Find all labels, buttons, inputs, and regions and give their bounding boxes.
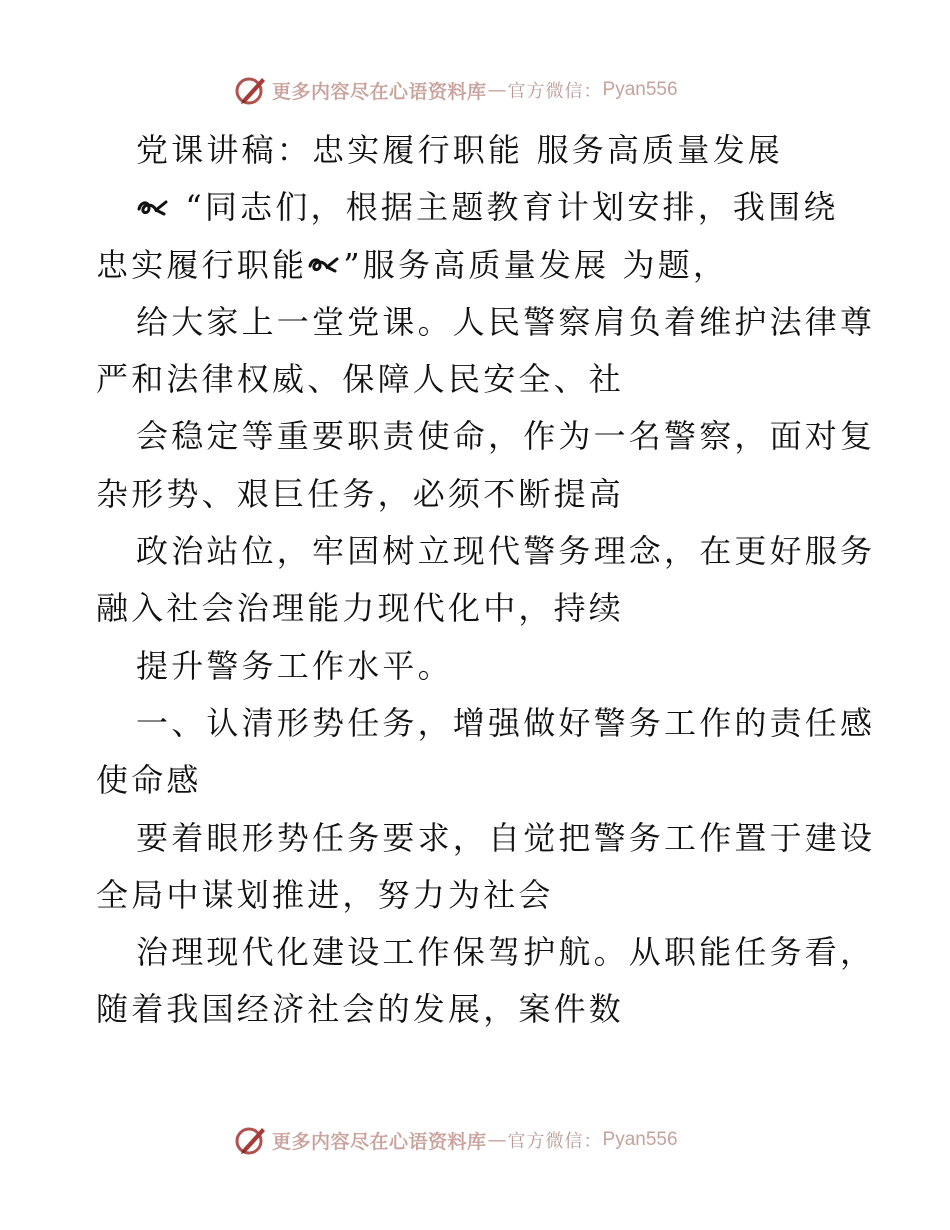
document-body — [96, 122, 876, 1039]
paragraph-text: 忠实履行职能 — [96, 245, 308, 284]
paragraph-line: 全局中谋划推进，努力为社会 — [96, 875, 554, 914]
footer-watermark — [234, 1122, 678, 1158]
header-watermark — [234, 72, 678, 108]
watermark-wechat-id: Pyan556 — [602, 1129, 678, 1150]
paragraph-line: 杂形势、艰巨任务，必须不断提高 — [96, 474, 625, 513]
paragraph-line: 要着眼形势任务要求，自觉把警务工作置于建设 — [136, 818, 876, 857]
watermark-text: 更多内容尽在心语资料库 — [272, 1130, 487, 1153]
paragraph-line: 提升警务工作水平。 — [136, 646, 453, 685]
paragraph-line: 政治站位，牢固树立现代警务理念，在更好服务 — [136, 532, 876, 571]
pen-logo-icon — [234, 1123, 268, 1157]
document-title: 党课讲稿：忠实履行职能 服务高质量发展 — [136, 131, 783, 169]
paragraph-line — [96, 179, 856, 236]
section-heading-continued: 使命感 — [96, 761, 202, 800]
watermark-sub: 官方微信： — [507, 1131, 603, 1152]
paragraph-text: “同志们，根据主题教育计划安排，我围绕 — [185, 188, 839, 227]
watermark-sub: 官方微信： — [507, 81, 603, 102]
paragraph-line: 治理现代化建设工作保驾护航。从职能任务看， — [136, 933, 876, 972]
paragraph-line — [96, 237, 856, 294]
watermark-wechat-id: Pyan556 — [602, 79, 678, 100]
squiggle-glyph-icon — [307, 254, 343, 276]
squiggle-glyph-icon — [136, 197, 172, 219]
watermark-text: 更多内容尽在心语资料库 — [272, 80, 487, 103]
paragraph-text: ”服务高质量发展 为题， — [343, 245, 729, 284]
paragraph-line: 随着我国经济社会的发展，案件数 — [96, 990, 625, 1029]
paragraph-line: 给大家上一堂党课。人民警察肩负着维护法律尊 — [136, 302, 876, 341]
paragraph-line: 会稳定等重要职责使命，作为一名警察，面对复 — [136, 417, 876, 456]
section-heading: 一、认清形势任务，增强做好警务工作的责任感 — [136, 703, 876, 742]
paragraph-line: 融入社会治理能力现代化中，持续 — [96, 589, 625, 628]
watermark-separator: — — [487, 1129, 507, 1151]
paragraph-line: 严和法律权威、保障人民安全、社 — [96, 360, 625, 399]
pen-logo-icon — [234, 73, 268, 107]
watermark-separator: — — [487, 79, 507, 101]
